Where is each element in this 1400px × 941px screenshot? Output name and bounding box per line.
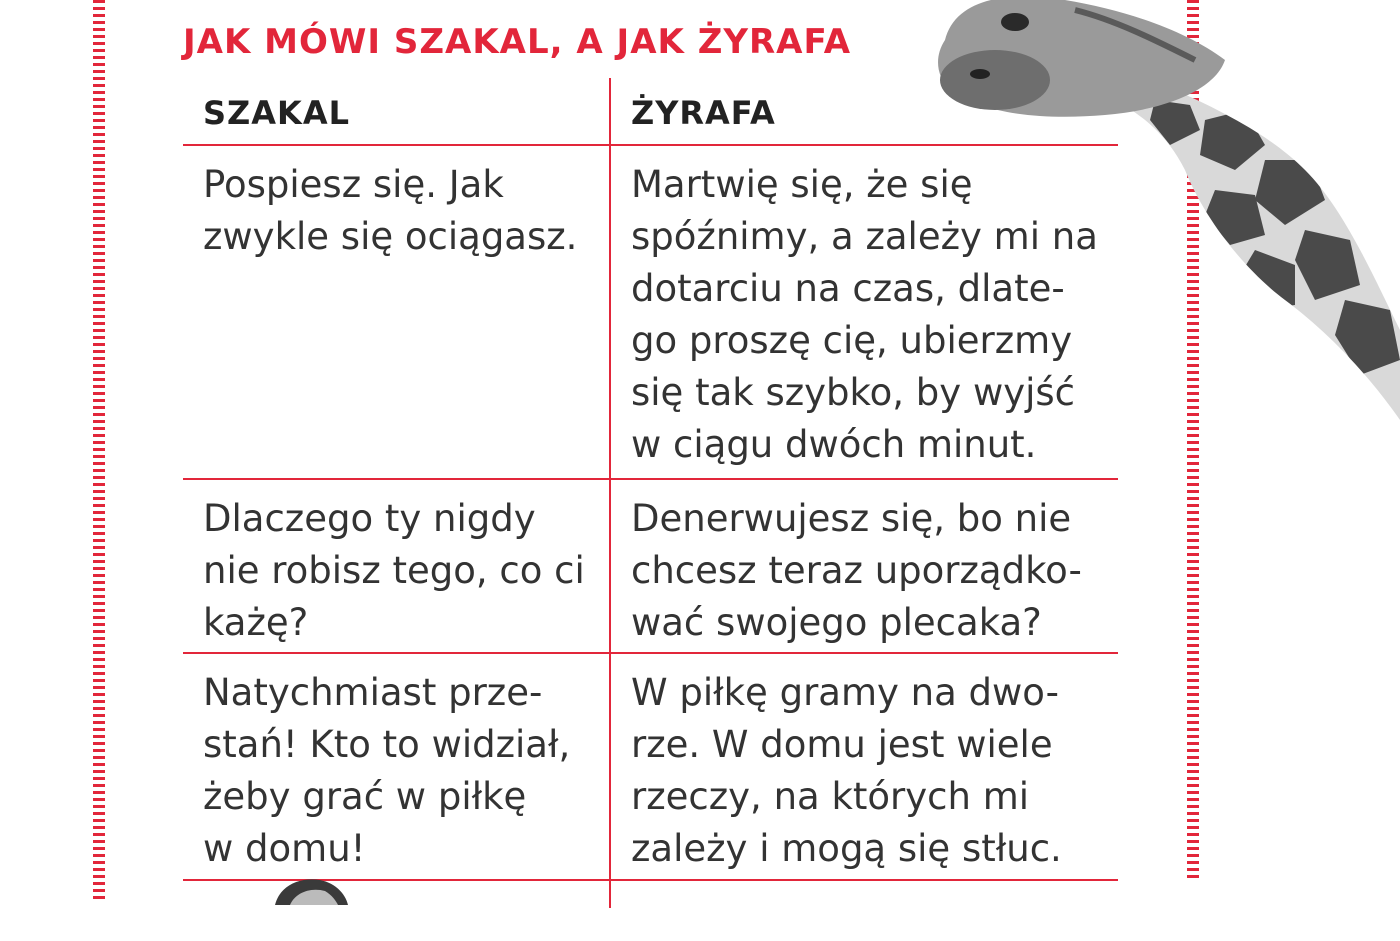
page-title: JAK MÓWI SZAKAL, A JAK ŻYRAFA [183,22,852,62]
giraffe-illustration [925,0,1400,420]
column-header-zyrafa: ŻYRAFA [631,94,776,132]
zyrafa-cell: Martwię się, że się spóźnimy, a zależy mi na dotarciu na czas, dlate- go proszę cię, ubierzmy się tak szybko, by wyjść w ciągu dwóch minut. [631,163,1098,466]
szakal-cell: Natychmiast prze- stań! Kto to widział, żeby grać w piłkę w domu! [203,671,571,870]
left-striped-border [93,0,105,900]
table-row [183,480,1118,654]
szakal-cell: Dlaczego ty nigdy nie robisz tego, co ci każę? [203,497,585,644]
szakal-cell: Pospiesz się. Jak zwykle się ociągasz. [203,163,578,258]
szakal-cell [183,881,611,941]
zyrafa-cell: Denerwujesz się, bo nie chcesz teraz uporządko- wać swojego plecaka? [631,497,1082,644]
jackal-illustration [270,875,350,905]
zyrafa-cell: W piłkę gramy na dwo- rze. W domu jest wiele rzeczy, na których mi zależy i mogą się stłuc. [631,671,1062,870]
table-row [183,654,1118,881]
column-header-szakal: SZAKAL [203,94,350,132]
zyrafa-cell [611,881,1118,941]
